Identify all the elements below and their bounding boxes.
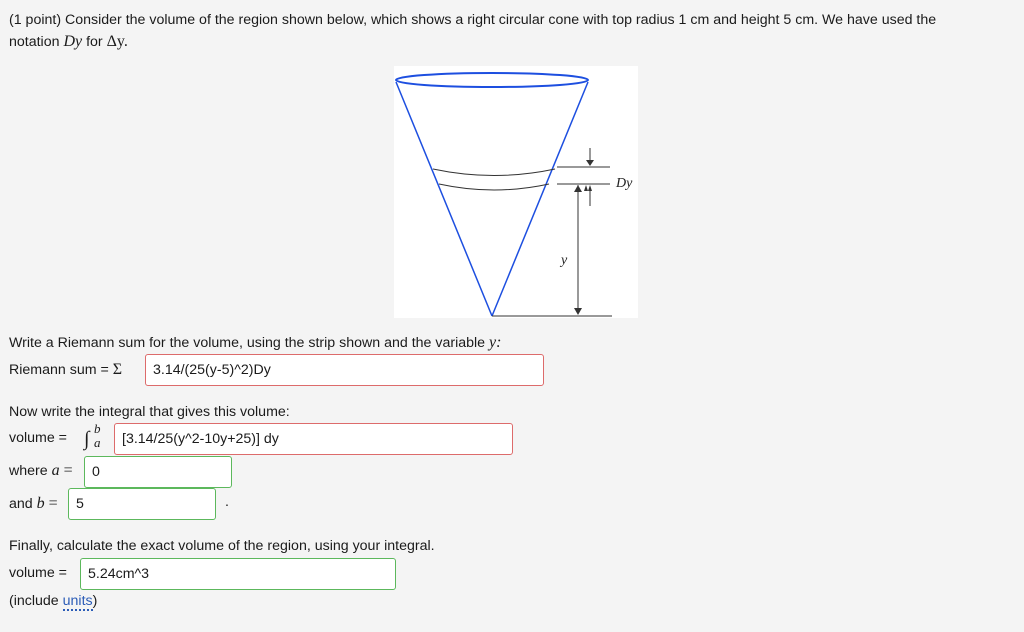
b-eq: = <box>48 495 58 512</box>
cone-right-side <box>492 82 588 316</box>
notation-for: for <box>86 34 103 50</box>
label-y: y <box>561 253 568 268</box>
integral-volume-label: volume = <box>9 430 67 446</box>
riemann-prompt <box>9 334 501 352</box>
where-text: where <box>9 463 48 479</box>
strip-top-curve <box>433 169 555 176</box>
riemann-sum-value: 3.14/(25(y-5)^2)Dy <box>153 362 271 378</box>
final-prompt: Finally, calculate the exact volume of the region, using your integral. <box>9 538 435 554</box>
lower-limit-input[interactable] <box>84 456 232 488</box>
strip-bottom-curve <box>439 184 549 190</box>
cone-left-side <box>396 82 492 316</box>
include-suffix: ) <box>92 593 98 609</box>
integral-prompt: Now write the integral that gives this volume: <box>9 404 290 420</box>
units-help-link[interactable]: units <box>62 593 93 609</box>
final-volume-input[interactable] <box>80 558 396 590</box>
notation-dy: Dy <box>63 33 83 50</box>
riemann-label-text: Riemann sum = <box>9 362 109 378</box>
b-var: b <box>36 495 45 512</box>
and-b-label <box>9 495 58 513</box>
integral-sign <box>84 422 110 456</box>
cone-figure <box>394 66 638 318</box>
integral-symbol: ∫ <box>84 428 90 450</box>
upper-limit-input[interactable] <box>68 488 216 520</box>
cone-diagram <box>394 66 638 318</box>
lower-limit-value: 0 <box>92 464 100 480</box>
and-text: and <box>9 496 33 512</box>
integral-upper-limit: b <box>94 421 101 436</box>
problem-notation-text: notation <box>9 34 60 50</box>
a-eq: = <box>63 462 73 479</box>
where-a-label <box>9 462 73 480</box>
riemann-prompt-text: Write a Riemann sum for the volume, using the strip shown and the variable <box>9 335 486 351</box>
cone-top-rim <box>396 73 588 87</box>
final-volume-value: 5.24cm^3 <box>88 566 150 582</box>
problem-statement <box>9 9 1019 53</box>
riemann-sum-input[interactable] <box>145 354 544 386</box>
notation-delta-y: Δy. <box>106 33 128 50</box>
dy-arrow-up-left <box>584 185 588 191</box>
riemann-label <box>9 361 122 379</box>
sigma-symbol: Σ <box>112 361 123 378</box>
upper-limit-value: 5 <box>76 496 84 512</box>
period-mark: . <box>225 494 229 510</box>
a-var: a <box>51 462 60 479</box>
integral-lower-limit: a <box>94 435 101 450</box>
riemann-prompt-var: y: <box>489 334 502 351</box>
dy-arrow-down <box>586 160 594 166</box>
y-arrow-down <box>574 308 582 315</box>
label-dy: Dy <box>616 176 633 191</box>
integrand-input[interactable] <box>114 423 513 455</box>
include-units-note <box>9 593 97 609</box>
problem-intro: (1 point) Consider the volume of the region shown below, which shows a right circular cone with top radius 1 cm and height 5 cm. We have used the <box>9 12 937 28</box>
include-prefix: (include <box>9 593 59 609</box>
y-arrow-up <box>574 185 582 192</box>
final-volume-label: volume = <box>9 565 67 581</box>
integrand-value: [3.14/25(y^2-10y+25)] dy <box>122 431 279 447</box>
